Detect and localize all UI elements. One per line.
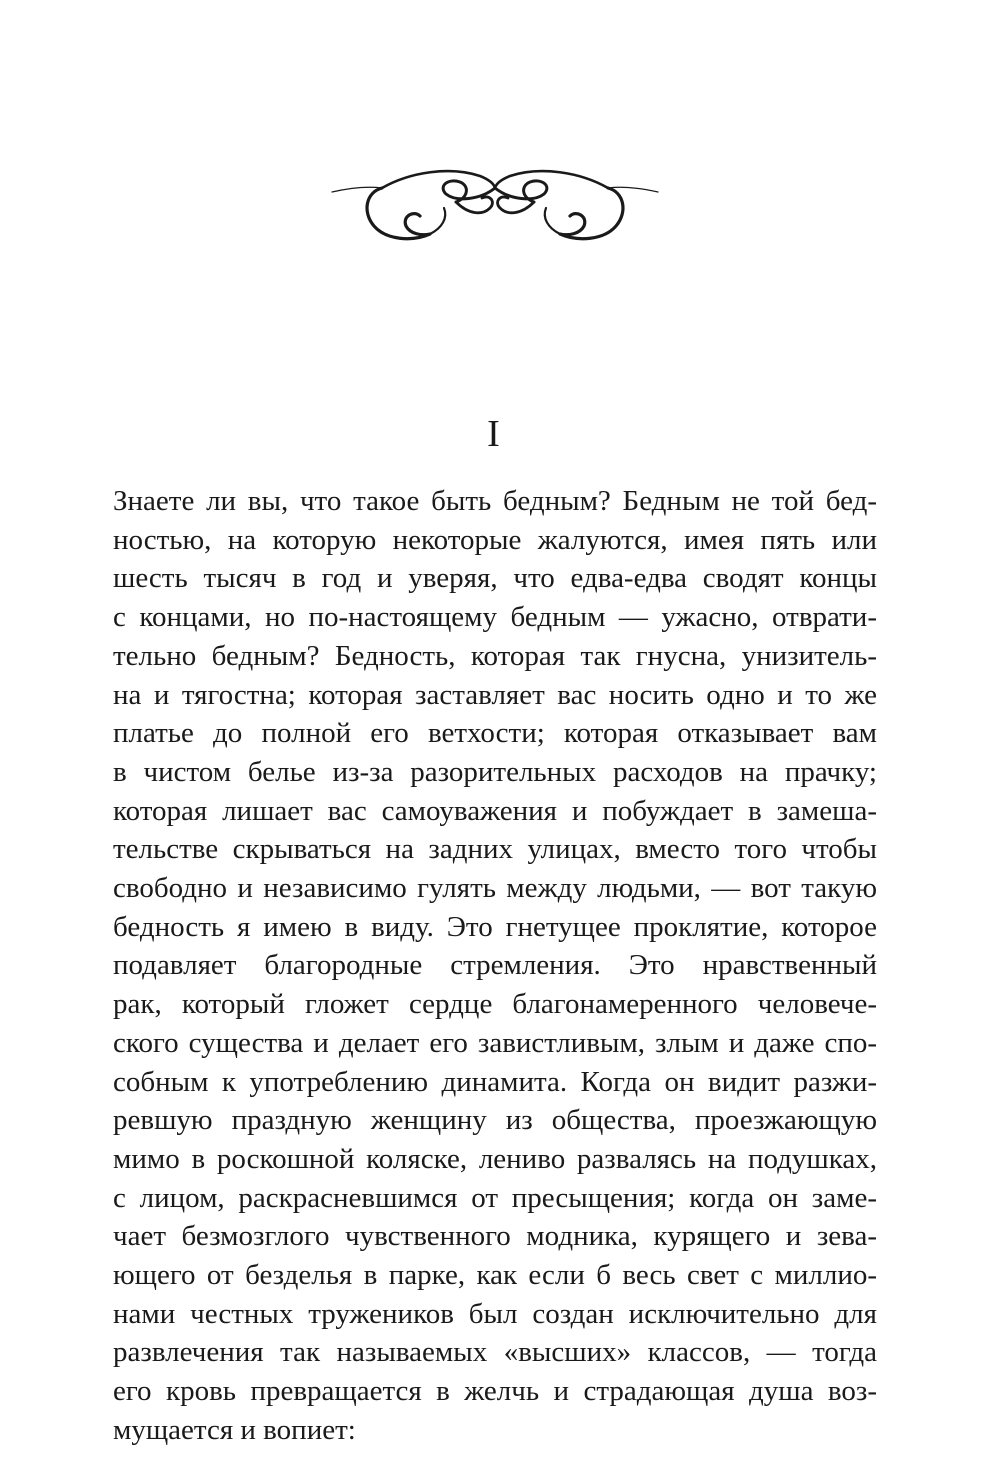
text-line: в чистом белье из-за разорительных расходов на прачку;	[113, 755, 877, 788]
text-line: подавляет благородные стремления. Это нравственный	[113, 949, 877, 982]
flourish-ornament-icon	[330, 150, 660, 250]
text-line: рак, который гложет сердце благонамеренного человече-	[113, 988, 877, 1021]
text-line: тельстве скрываться на задних улицах, вместо того чтобы	[113, 833, 877, 866]
text-line: ющего от безделья в парке, как если б весь свет с миллио-	[113, 1259, 877, 1292]
text-line: его кровь превращается в желчь и страдающая душа воз-	[113, 1375, 877, 1408]
text-line: с лицом, раскрасневшимся от пресыщения; когда он заме-	[113, 1181, 877, 1214]
text-line: ностью, на которую некоторые жалуются, имея пять или	[113, 523, 877, 556]
text-line: ского существа и делает его завистливым, злым и даже спо-	[113, 1026, 877, 1059]
chapter-body-text	[113, 482, 877, 1450]
text-line: собным к употреблению динамита. Когда он видит разжи-	[113, 1065, 877, 1098]
text-line: платье до полной его ветхости; которая отказывает вам	[113, 717, 877, 750]
text-line: шесть тысяч в год и уверяя, что едва-едва сводят концы	[113, 562, 877, 595]
text-line: на и тягостна; которая заставляет вас носить одно и то же	[113, 678, 877, 711]
text-line: которая лишает вас самоуважения и побуждает в замеша-	[113, 794, 877, 827]
text-line: мущается и вопиет:	[113, 1413, 356, 1446]
text-line: с концами, но по-настоящему бедным — ужасно, отврати-	[113, 601, 877, 634]
text-line: чает безмозглого чувственного модника, курящего и зева-	[113, 1220, 877, 1253]
chapter-number: I	[487, 413, 500, 455]
text-line: развлечения так называемых «высших» классов, — тогда	[113, 1336, 877, 1369]
text-line: тельно бедным? Бедность, которая так гнусна, унизитель-	[113, 639, 877, 672]
text-line: мимо в роскошной коляске, лениво развалясь на подушках,	[113, 1142, 877, 1175]
text-line: свободно и независимо гулять между людьми, — вот такую	[113, 872, 877, 905]
text-line: ревшую праздную женщину из общества, проезжающую	[113, 1104, 877, 1137]
text-line: Знаете ли вы, что такое быть бедным? Бедным не той бед-	[113, 485, 877, 517]
text-line: нами честных тружеников был создан исключительно для	[113, 1297, 877, 1330]
text-line: бедность я имею в виду. Это гнетущее проклятие, которое	[113, 910, 877, 943]
